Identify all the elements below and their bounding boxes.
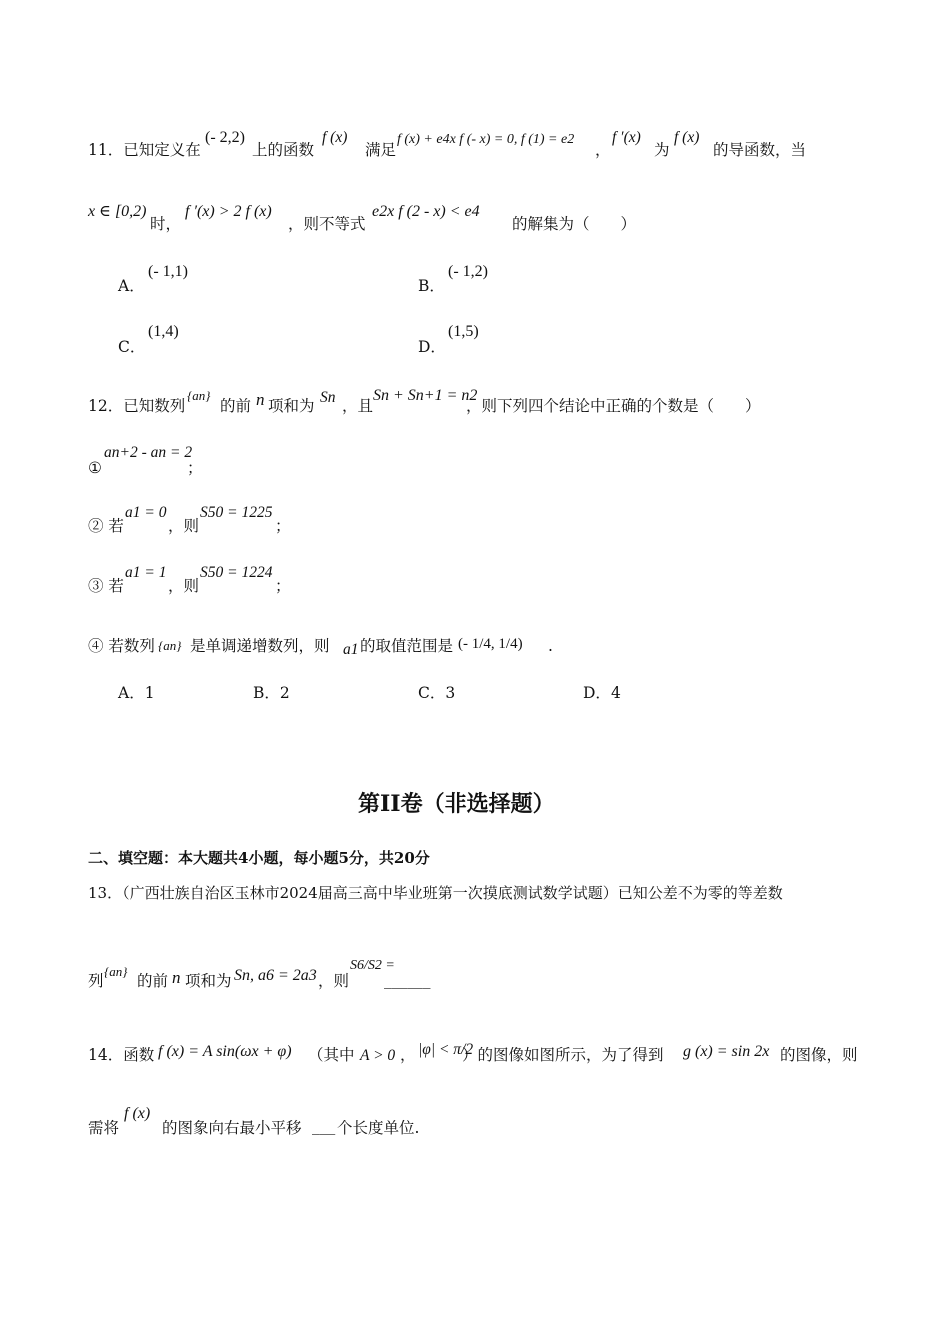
q12-n: n <box>256 390 265 409</box>
q11-option-b-label: B． <box>418 277 445 295</box>
q12-s2-cond: a1 = 0 <box>125 504 167 521</box>
q11-option-c-value: (1,4) <box>148 323 179 340</box>
q11-text3: 满足 <box>365 141 397 159</box>
q11-fprime: f ′(x) <box>612 129 641 146</box>
q12-relation: Sn + Sn+1 = n2 <box>373 387 478 404</box>
q11-condition: f (x) + e4x f (- x) = 0, f (1) = e2 <box>397 132 575 147</box>
q11-option-d-label: D． <box>418 338 446 356</box>
q11-option-c-label: C． <box>118 338 146 356</box>
q12-s4-end: . <box>548 637 553 655</box>
q12-option-b-label: B． <box>253 684 280 702</box>
q12-s1-end: ； <box>187 459 203 477</box>
q14-text3: ， <box>400 1046 416 1064</box>
q11-line2-text3: 的解集为（ ） <box>512 215 637 233</box>
q14-line2-text2: 的图象向右最小平移 <box>162 1119 302 1137</box>
q14-text5: 的图像，则 <box>780 1046 858 1064</box>
q12-s3-cond: a1 = 1 <box>125 564 167 581</box>
q12-option-b-value: 2 <box>279 684 290 702</box>
q12-option-c <box>418 683 455 703</box>
q12-option-c-label: C． <box>418 684 446 702</box>
q14-func: f (x) = A sin(ωx + φ) <box>158 1043 292 1060</box>
q12-option-a <box>118 683 155 703</box>
q11-line2-text1: 时， <box>150 215 182 233</box>
q12-s3-then: ，则 <box>168 577 200 595</box>
q12-s2-end: ； <box>275 517 291 535</box>
q12-text2: 的前 <box>220 397 252 415</box>
q12-s4-range: (- 1/4, 1/4) <box>458 636 523 652</box>
q11-line2-text2: ，则不等式 <box>288 215 366 233</box>
q12-s4-text3: 的取值范围是 <box>360 637 454 655</box>
q12-text4: ，且 <box>342 397 374 415</box>
q11-comma: ， <box>595 141 611 159</box>
q12-s4-seq: {an} <box>158 638 182 653</box>
q13-seq: {an} <box>104 964 128 979</box>
q12-text5: ，则下列四个结论中正确的个数是（ ） <box>466 397 761 415</box>
q12-option-c-value: 3 <box>445 684 456 702</box>
q12-option-d-label: D． <box>583 684 611 702</box>
q12-s3-res: S50 = 1224 <box>200 564 273 581</box>
q13-cond: Sn, a6 = 2a3 <box>234 967 317 984</box>
q12-s2-then: ，则 <box>168 517 200 535</box>
q13-text1: 列 <box>88 972 104 990</box>
q12-s4-text1: ④ 若数列 <box>88 637 155 655</box>
q12-s1-expr: an+2 - an = 2 <box>104 444 193 461</box>
q11-option-a-value: (- 1,1) <box>148 263 188 280</box>
q14-text1: 14．函数 <box>88 1046 155 1064</box>
q11-text5: 为 <box>654 141 670 159</box>
section-title: 第II卷（非选择题） <box>358 791 555 817</box>
q11-line1 <box>88 140 201 160</box>
q12-text3: 项和为 <box>268 397 315 415</box>
q12-sn: Sn <box>320 389 336 406</box>
q11-fx2: f (x) <box>674 129 700 146</box>
q12-s1-mark: ① <box>88 459 102 477</box>
q11-target: e2x f (2 - x) < e4 <box>372 203 480 220</box>
q14-line2-fx: f (x) <box>124 1105 151 1122</box>
q14-cond-a: A > 0 <box>360 1047 396 1064</box>
q12-option-a-label: A． <box>118 684 145 702</box>
q12-option-b <box>253 683 290 703</box>
q14-line2-text1: 需将 <box>88 1119 120 1137</box>
q11-fx: f (x) <box>322 129 348 146</box>
q12-intro: 12．已知数列 <box>88 397 186 415</box>
q11-text2: 上的函数 <box>252 141 315 159</box>
q14-gfunc: g (x) = sin 2x <box>683 1043 770 1060</box>
q12-s2-mark: ② 若 <box>88 517 124 535</box>
q14-line2-blank: ___ <box>312 1117 336 1135</box>
q13-blank: ______ <box>384 971 431 989</box>
section-heading: 二、填空题：本大题共4小题，每小题5分，共20分 <box>88 849 430 867</box>
q11-intro: 11．已知定义在 <box>88 141 201 159</box>
q13-text4: ，则 <box>318 972 350 990</box>
q13-frac: S6/S2 = <box>350 958 395 973</box>
q12-option-a-value: 1 <box>144 684 155 702</box>
q12-s3-end: ； <box>275 577 291 595</box>
q14-line2-text3: 个长度单位. <box>337 1119 420 1137</box>
q14-text4: ）的图像如图所示，为了得到 <box>462 1046 664 1064</box>
q14-cond-phi: |φ| < π/2 <box>418 1041 474 1058</box>
q13-text2: 的前 <box>137 972 169 990</box>
q12-option-d-value: 4 <box>610 684 621 702</box>
q11-ineq: f ′(x) > 2 f (x) <box>185 203 272 220</box>
q13-n: n <box>172 968 181 987</box>
q14-text2: （其中 <box>308 1046 355 1064</box>
q12-s4-a1: a1 <box>343 641 359 658</box>
q11-x-in: x ∈ [0,2) <box>88 203 147 220</box>
q11-option-b-value: (- 1,2) <box>448 263 488 280</box>
q11-domain: (- 2,2) <box>205 129 245 146</box>
q13-text3: 项和为 <box>185 972 232 990</box>
q11-option-d-value: (1,5) <box>448 323 479 340</box>
q12-option-d <box>583 683 621 703</box>
q12-s2-res: S50 = 1225 <box>200 504 273 521</box>
q12-s3-mark: ③ 若 <box>88 577 124 595</box>
q11-text6: 的导函数，当 <box>713 141 807 159</box>
q11-option-a-label: A． <box>118 277 145 295</box>
q13-line1: 13．（广西壮族自治区玉林市2024届高三高中毕业班第一次摸底测试数学试题）已知公差不为零的等差数 <box>88 884 783 902</box>
q12-s4-text2: 是单调递增数列，则 <box>190 637 330 655</box>
q12-seq: {an} <box>187 388 211 403</box>
